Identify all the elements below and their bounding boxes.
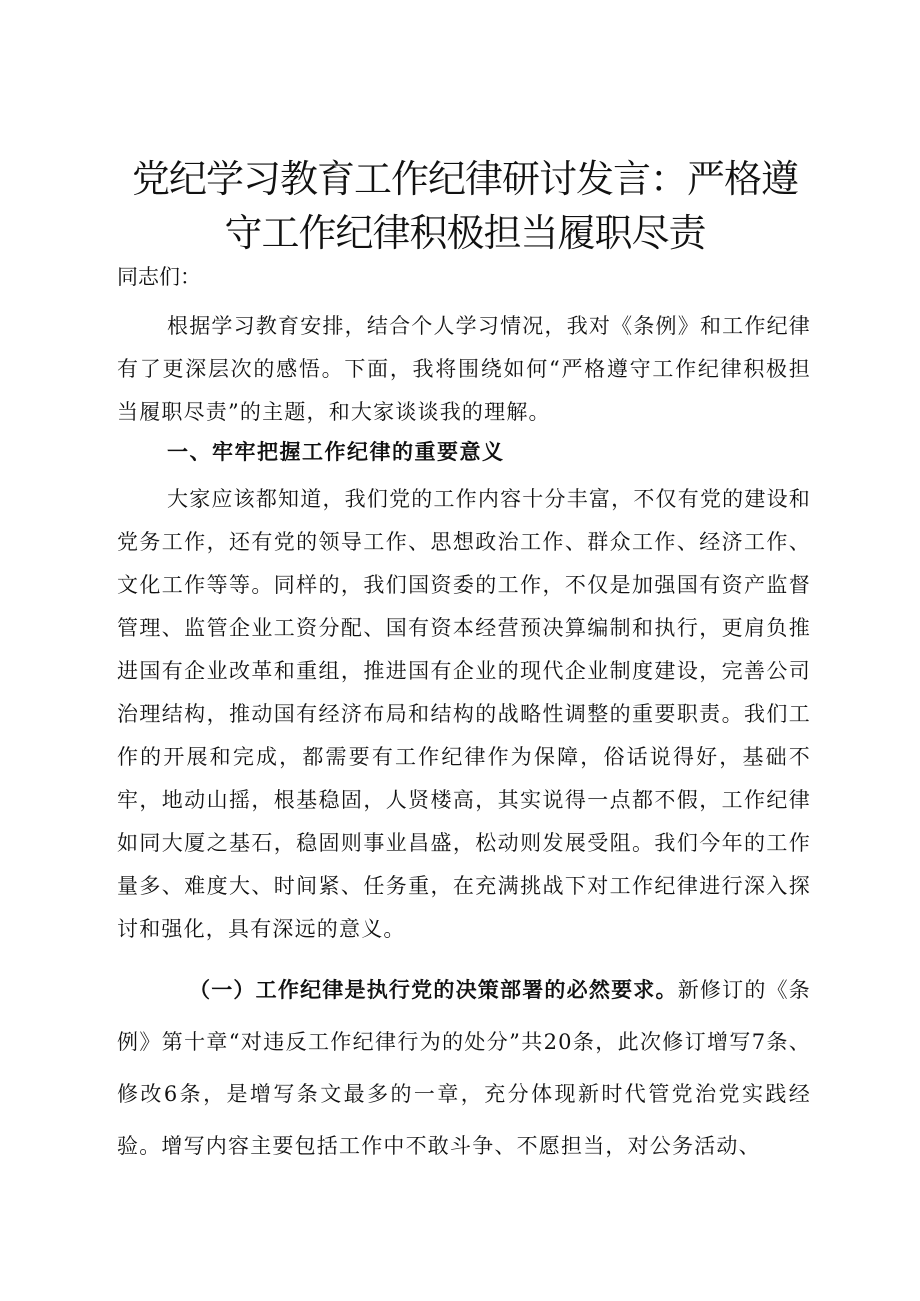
intro-paragraph: 根据学习教育安排，结合个人学习情况，我对《条例》和工作纪律有了更深层次的感悟。下面，我将围绕如何“严格遵守工作纪律积极担当履职尽责”的主题，和大家谈谈我的理解。 [117, 314, 811, 424]
subsection-1-text: 新修订的《条例》第十章“对违反工作纪律行为的处分”共20条，此次修订增写7条、修改6条，是增写条文最多的一章，充分体现新时代管党治党实践经验。增写内容主要包括工作中不敢斗争、不愿担当，对公务活动、 [117, 978, 811, 1158]
section-1-paragraph: 大家应该都知道，我们党的工作内容十分丰富，不仅有党的建设和党务工作，还有党的领导工作、思想政治工作、群众工作、经济工作、文化工作等等。同样的，我们国资委的工作，不仅是加强国有资产监督管理、监管企业工资分配、国有资本经营预决算编制和执行，更肩负推进国有企业改革和重组，推进国有企业的现代企业制度建设，完善公司治理结构，推动国有经济布局和结构的战略性调整的重要职责。我们工作的开展和完成，都需要有工作纪律作为保障，俗话说得好，基础不牢，地动山摇，根基稳固，人贤楼高，其实说得一点都不假，工作纪律如同大厦之基石，稳固则事业昌盛，松动则发展受阻。我们今年的工作量多、难度大、时间紧、任务重，在充满挑战下对工作纪律进行深入探讨和强化，具有深远的意义。 [117, 487, 811, 941]
section-heading-1: 一、牢牢把握工作纪律的重要意义 [167, 439, 505, 464]
salutation: 同志们： [117, 265, 201, 289]
subsection-1-heading: （一）工作纪律是执行党的决策部署的必然要求。 [189, 977, 678, 1002]
document-title: 党纪学习教育工作纪律研讨发言：严格遵守工作纪律积极担当履职尽责 [131, 157, 798, 255]
subsection-1-paragraph [117, 964, 811, 1172]
